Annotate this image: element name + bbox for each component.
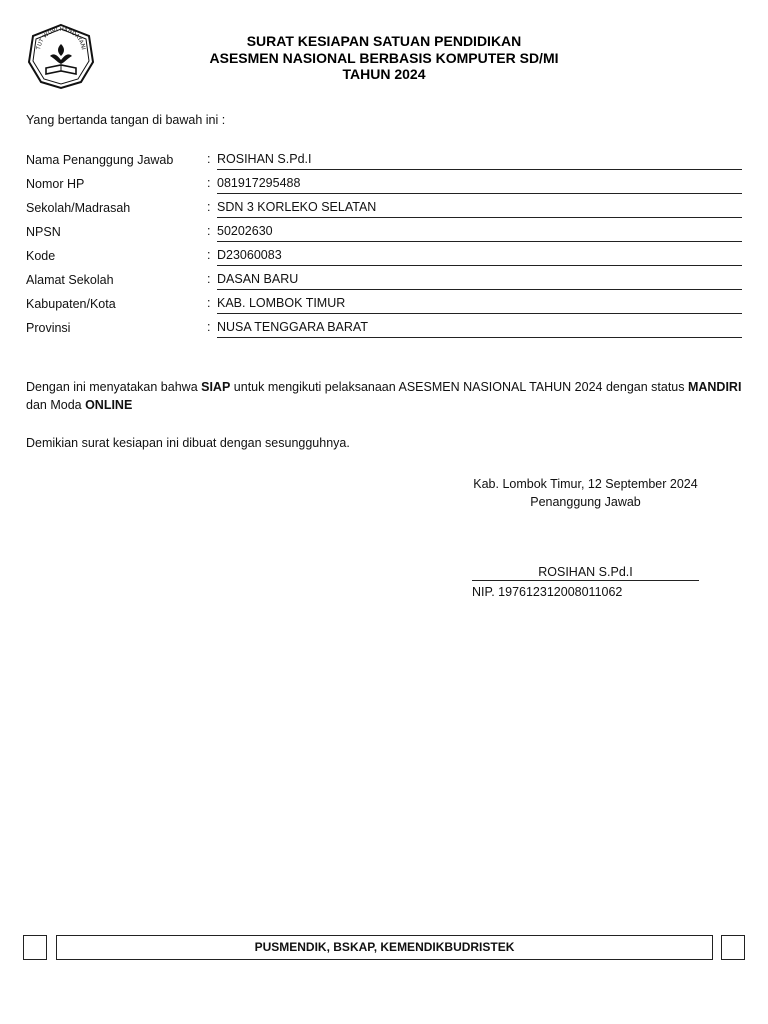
field-row-sekolah xyxy=(26,196,742,220)
signer-name: ROSIHAN S.Pd.I xyxy=(472,565,699,581)
field-row-nama xyxy=(26,148,742,172)
field-colon: : xyxy=(207,248,211,262)
place-date: Kab. Lombok Timur, 12 September 2024 xyxy=(473,477,698,491)
field-label: Kabupaten/Kota xyxy=(26,297,116,311)
field-row-nomor-hp xyxy=(26,172,742,196)
statement-text: Dengan ini menyatakan bahwa xyxy=(26,380,202,394)
field-label: NPSN xyxy=(26,225,61,239)
footer-box-left xyxy=(23,935,47,960)
field-colon: : xyxy=(207,320,211,334)
field-table xyxy=(26,148,742,340)
field-colon: : xyxy=(207,296,211,310)
closing-text: Demikian surat kesiapan ini dibuat dengan sesungguhnya. xyxy=(26,436,350,450)
statement-paragraph xyxy=(26,378,746,414)
field-value-nomor-hp: 081917295488 xyxy=(217,176,742,194)
signature-block xyxy=(472,475,699,511)
field-colon: : xyxy=(207,152,211,166)
footer-label: PUSMENDIK, BSKAP, KEMENDIKBUDRISTEK xyxy=(56,935,713,960)
field-row-alamat xyxy=(26,268,742,292)
footer-box-right xyxy=(721,935,745,960)
field-colon: : xyxy=(207,200,211,214)
moda-online: ONLINE xyxy=(85,398,133,412)
field-value-sekolah: SDN 3 KORLEKO SELATAN xyxy=(217,200,742,218)
signer-nip: NIP. 197612312008011062 xyxy=(472,585,623,599)
field-label: Alamat Sekolah xyxy=(26,273,114,287)
field-label: Sekolah/Madrasah xyxy=(26,201,131,215)
field-value-nama: ROSIHAN S.Pd.I xyxy=(217,152,742,170)
statement-text: dan Moda xyxy=(26,398,86,412)
intro-text: Yang bertanda tangan di bawah ini : xyxy=(26,113,226,127)
field-colon: : xyxy=(207,272,211,286)
field-value-provinsi: NUSA TENGGARA BARAT xyxy=(217,320,742,338)
field-value-npsn: 50202630 xyxy=(217,224,742,242)
field-label: Nomor HP xyxy=(26,177,85,191)
title-line-3: TAHUN 2024 xyxy=(342,66,426,82)
field-row-kabupaten xyxy=(26,292,742,316)
signer-role: Penanggung Jawab xyxy=(530,495,641,509)
field-row-npsn xyxy=(26,220,742,244)
status-siap: SIAP xyxy=(201,380,231,394)
field-label: Provinsi xyxy=(26,321,71,335)
field-label: Kode xyxy=(26,249,56,263)
statement-text: untuk mengikuti pelaksanaan ASESMEN NASIONAL TAHUN 2024 dengan status xyxy=(230,380,688,394)
field-value-alamat: DASAN BARU xyxy=(217,272,742,290)
field-colon: : xyxy=(207,224,211,238)
field-row-provinsi xyxy=(26,316,742,340)
field-row-kode xyxy=(26,244,742,268)
letter-header xyxy=(0,33,768,83)
logo-text: TUT WURI HANDAYANI xyxy=(36,26,86,51)
title-line-2: ASESMEN NASIONAL BERBASIS KOMPUTER SD/MI xyxy=(209,49,559,66)
status-mandiri: MANDIRI xyxy=(687,380,742,394)
field-value-kabupaten: KAB. LOMBOK TIMUR xyxy=(217,296,742,314)
field-value-kode: D23060083 xyxy=(217,248,742,266)
field-colon: : xyxy=(207,176,211,190)
title-line-1: SURAT KESIAPAN SATUAN PENDIDIKAN xyxy=(246,33,522,49)
field-label: Nama Penanggung Jawab xyxy=(26,153,174,167)
